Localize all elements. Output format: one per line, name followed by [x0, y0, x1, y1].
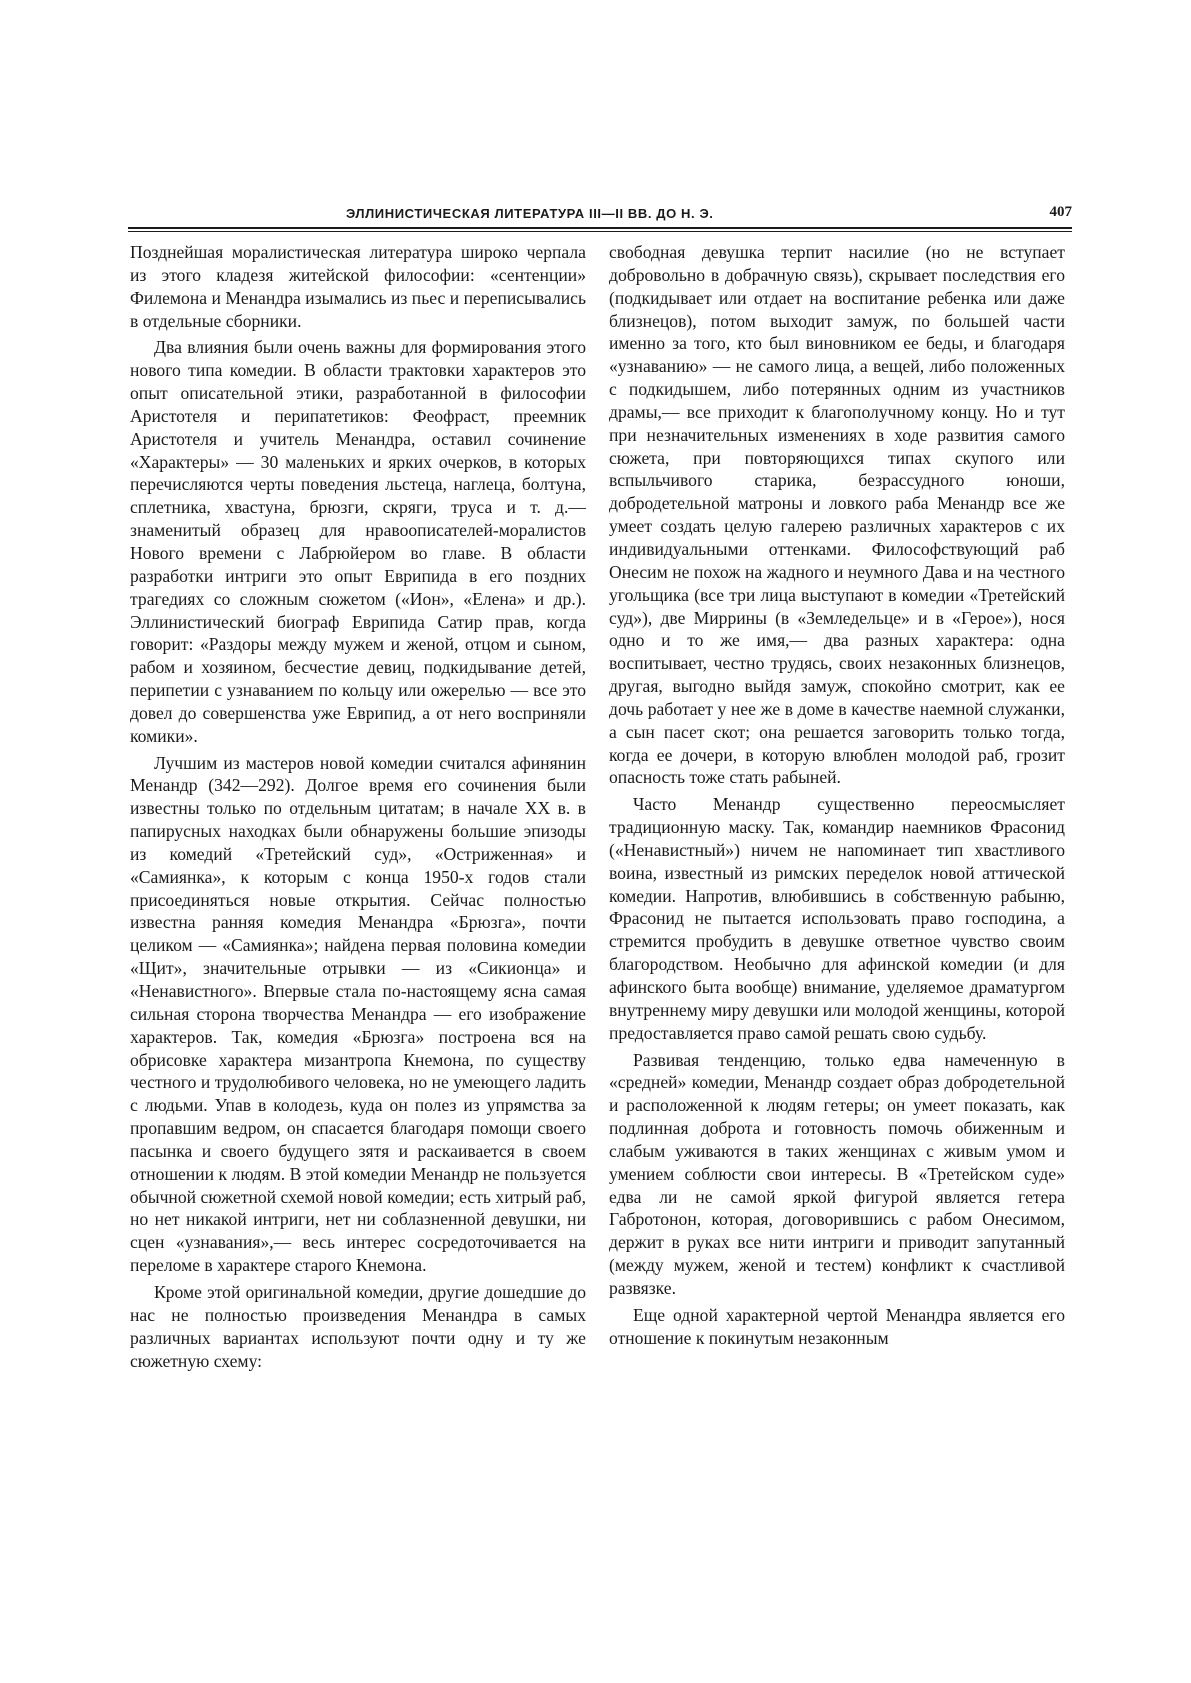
- page-number: 407: [1049, 204, 1072, 220]
- paragraph: Два влияния были очень важны для формирования этого нового типа комедии. В области трактовки характеров это опыт описательной этики, разработанной в философии Аристотеля и перипатетиков: Феофраст, преемник Аристотеля и учитель Менандра, оставил сочинение «Характеры» — 30 маленьких и ярких очерков, в которых перечисляются черты поведения льстеца, наглеца, болтуна, сплетника, хвастуна, брюзги, скряги, труса и т. д.— знаменитый образец для нравоописателей-моралистов Нового времени с Лабрюйером во главе. В области разработки интриги это опыт Еврипида в его поздних трагедиях со сложным сюжетом («Ион», «Елена» и др.). Эллинистический биограф Еврипида Сатир прав, когда говорит: «Раздоры между мужем и женой, отцом и сыном, рабом и хозяином, бесчестие девиц, подкидывание детей, перипетии с узнаванием по кольцу или ожерелью — все это довел до совершенства уже Еврипид, а от него восприняли комики».: [130, 337, 586, 746]
- paragraph: Развивая тенденцию, только едва намеченную в «средней» комедии, Менандр создает образ добродетельной и расположенной к людям гетеры; он умеет показать, как подлинная доброта и готовность помочь обиженным и слабым уживаются в таких женщинах с живым умом и умением соблюсти свои интересы. В «Третейском суде» едва ли не самой яркой фигурой является гетера Габротонон, которая, договорившись с рабом Онесимом, держит в руках все нити интриги и приводит запутанный (между мужем, женой и тестем) конфликт к счастливой развязке.: [609, 1049, 1065, 1298]
- left-column: [130, 241, 586, 1376]
- header-rule: [128, 227, 1072, 229]
- paragraph: Кроме этой оригинальной комедии, другие дошедшие до нас не полностью произведения Менандра в самых различных вариантах используют почти одну и ту же сюжетную схему:: [130, 1281, 586, 1371]
- paragraph: Еще одной характерной чертой Менандра является его отношение к покинутым незаконным: [609, 1304, 1065, 1348]
- running-title: ЭЛЛИНИСТИЧЕСКАЯ ЛИТЕРАТУРА III—II ВВ. ДО Н. Э.: [346, 206, 714, 221]
- right-column: [609, 241, 1065, 1354]
- paragraph: Позднейшая моралистическая литература широко черпала из этого кладезя житейской философии: «сентенции» Филемона и Менандра изымались из пьес и переписывались в отдельные сборники.: [130, 242, 586, 331]
- running-head: [128, 206, 1072, 228]
- paragraph: Лучшим из мастеров новой комедии считался афинянин Менандр (342—292). Долгое время его сочинения были известны только по отдельным цитатам; в начале XX в. в папирусных находках были обнаружены большие эпизоды из комедий «Третейский суд», «Остриженная» и «Самиянка», к которым с конца 1950-х годов стали присоединяться новые открытия. Сейчас полностью известна ранняя комедия Менандра «Брюзга», почти целиком — «Самиянка»; найдена первая половина комедии «Щит», значительные отрывки — из «Сикионца» и «Ненавистного». Впервые стала по-настоящему ясна самая сильная сторона творчества Менандра — его изображение характеров. Так, комедия «Брюзга» построена вся на обрисовке характера мизантропа Кнемона, по существу честного и трудолюбивого человека, но не умеющего ладить с людьми. Упав в колодезь, куда он полез из упрямства за пропавшим ведром, он спасается благодаря помощи своего пасынка и своего будущего зятя и раскаивается в своем отношении к людям. В этой комедии Менандр не пользуется обычной сюжетной схемой новой комедии; есть хитрый раб, но нет никакой интриги, нет ни соблазненной девушки, ни сцен «узнавания»,— весь интерес сосредоточивается на переломе в характере старого Кнемона.: [130, 752, 586, 1276]
- paragraph: Часто Менандр существенно переосмысляет традиционную маску. Так, командир наемников Фрасонид («Ненавистный») ничем не напоминает тип хвастливого воина, известный из римских переделок новой аттической комедии. Напротив, влюбившись в собственную рабыню, Фрасонид не пытается использовать право господина, а стремится пробудить в девушке ответное чувство своим благородством. Необычно для афинской комедии (и для афинского быта вообще) внимание, уделяемое драматургом внутреннему миру девушки или молодой женщины, которой предоставляется право самой решать свою судьбу.: [609, 794, 1065, 1043]
- paragraph: свободная девушка терпит насилие (но не вступает добровольно в добрачную связь), скрывает последствия его (подкидывает или отдает на воспитание ребенка или даже близнецов), потом выходит замуж, по большей части именно за того, кто был виновником ее беды, и благодаря «узнаванию» — не самого лица, а вещей, либо положенных с подкидышем, либо потерянных одним из участников драмы,— все приходит к благополучному концу. Но и тут при незначительных изменениях в ходе развития самого сюжета, при повторяющихся типах скупого или вспыльчивого старика, безрассудного юноши, добродетельной матроны и ловкого раба Менандр все же умеет создать целую галерею различных характеров с их индивидуальными оттенками. Философствующий раб Онесим не похож на жадного и неумного Дава и на честного угольщика (все три лица выступают в комедии «Третейский суд»), две Миррины (в «Земледельце» и в «Герое»), нося одно и то же имя,— два разных характера: одна воспитывает, честно трудясь, своих незаконных близнецов, другая, выгодно выйдя замуж, спокойно смотрит, как ее дочь работает у нее же в доме в качестве наемной служанки, а сын пасет скот; она решается заговорить только тогда, когда ее дочери, в которую влюблен молодой раб, грозит опасность тоже стать рабыней.: [609, 242, 1065, 788]
- header-rule-thin: [128, 231, 1072, 232]
